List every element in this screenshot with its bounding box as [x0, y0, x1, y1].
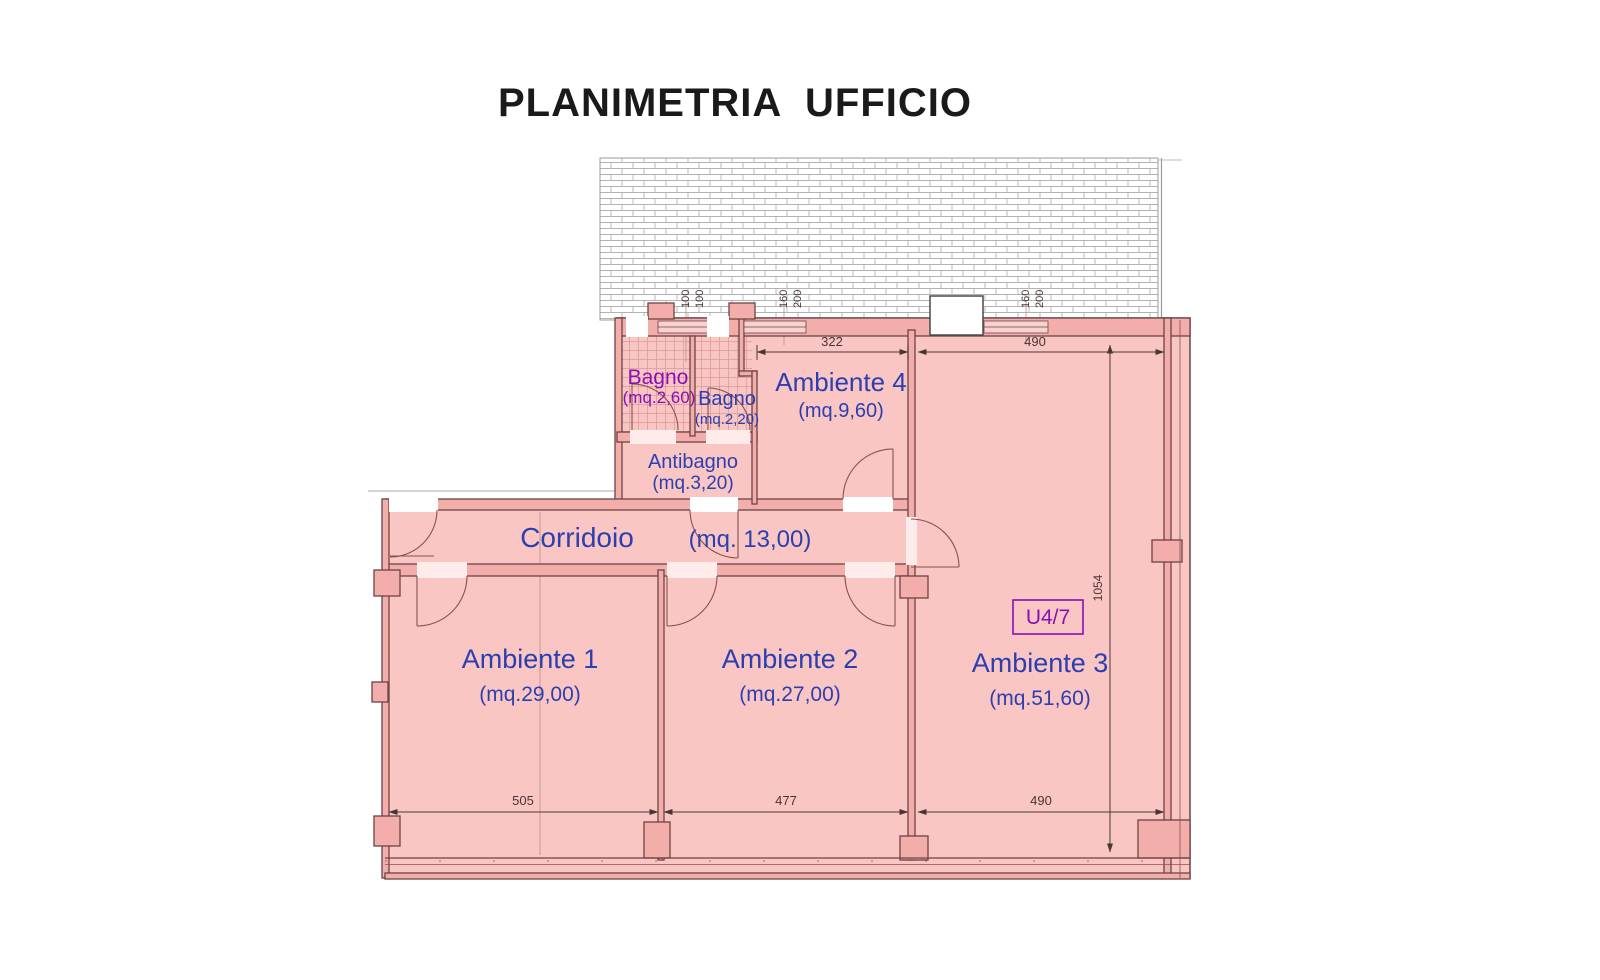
window3-height-label: 200 [1034, 289, 1046, 308]
room-bagno1 [623, 366, 696, 407]
antibagno-name-label: Antibagno [647, 451, 739, 473]
dim-490-bottom-label: 490 [1030, 793, 1052, 808]
ambiente1-area-label: (mq.29,00) [479, 683, 581, 706]
ambiente3-name-label: Ambiente 3 [971, 648, 1109, 678]
window-160-b [984, 321, 1048, 333]
unit-badge-label: U4/7 [1025, 606, 1071, 629]
ambiente1-name-label: Ambiente 1 [461, 644, 599, 674]
window2-width-label: 160 [778, 289, 790, 308]
ambiente2-name-label: Ambiente 2 [721, 644, 859, 674]
dim-1054-label: 1054 [1091, 574, 1105, 602]
facade-shaft-box [930, 296, 983, 335]
room-antibagno [648, 451, 738, 494]
window1-height-label: 100 [694, 289, 706, 308]
window3-width-label: 160 [1020, 289, 1032, 308]
corridoio-area-label: (mq. 13,00) [688, 526, 812, 553]
bagno1-name-label: Bagno [627, 366, 689, 389]
dim-477-label: 477 [775, 793, 797, 808]
ambiente2-area-label: (mq.27,00) [739, 683, 841, 706]
window-160-a [744, 321, 806, 333]
page-title: PLANIMETRIA UFFICIO [497, 81, 973, 125]
bagno1-area-label: (mq.2,60) [622, 388, 696, 407]
antibagno-area-label: (mq.3,20) [652, 473, 734, 494]
window-100 [658, 321, 712, 333]
dim-490-top-label: 490 [1024, 334, 1046, 349]
corridoio-name-label: Corridoio [520, 522, 634, 553]
room-bagno2 [695, 388, 759, 428]
ambiente4-area-label: (mq.9,60) [798, 400, 884, 422]
ambiente3-area-label: (mq.51,60) [989, 687, 1091, 710]
bagno2-area-label: (mq.2,20) [694, 411, 760, 428]
bagno2-name-label: Bagno [698, 388, 756, 410]
dim-322-label: 322 [821, 334, 843, 349]
window1-width-label: 100 [680, 289, 692, 308]
dim-505-label: 505 [512, 793, 534, 808]
ambiente4-name-label: Ambiente 4 [775, 367, 907, 397]
window2-height-label: 200 [792, 289, 804, 308]
